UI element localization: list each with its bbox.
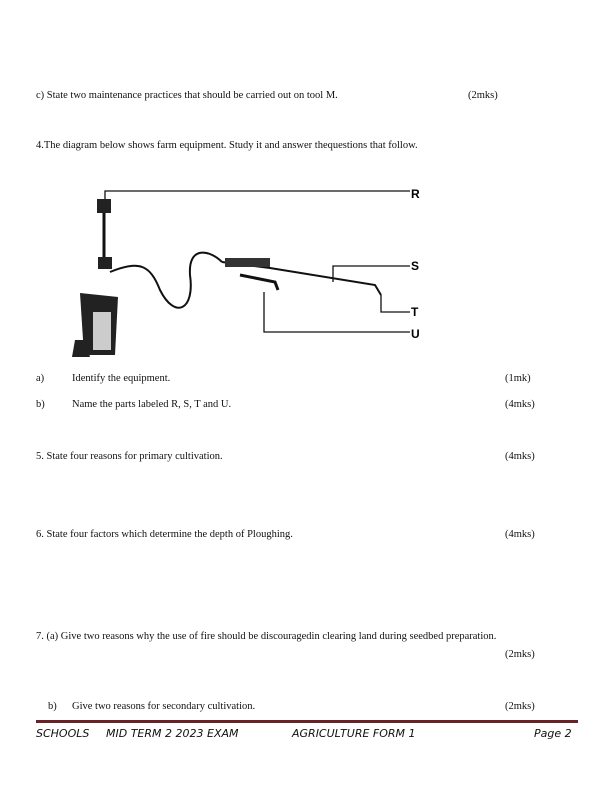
question-4a: Identify the equipment. xyxy=(72,373,171,384)
question-6: 6. State four factors which determine the depth of Ploughing. xyxy=(36,529,293,540)
question-7b-label: b) xyxy=(48,701,57,712)
leader-r xyxy=(105,191,410,200)
question-4b-marks: (4mks) xyxy=(505,399,535,410)
footer-rule xyxy=(36,720,578,723)
footer-school: SCHOOLS xyxy=(36,727,90,740)
pump-handle xyxy=(97,199,111,213)
question-5: 5. State four reasons for primary cultivation. xyxy=(36,451,223,462)
question-7a-marks: (2mks) xyxy=(505,649,535,660)
question-5-marks: (4mks) xyxy=(505,451,535,462)
question-4b: Name the parts labeled R, S, T and U. xyxy=(72,399,232,410)
label-u: U xyxy=(411,327,420,341)
question-6-marks: (4mks) xyxy=(505,529,535,540)
leader-t xyxy=(381,295,410,312)
question-7b: Give two reasons for secondary cultivation. xyxy=(72,701,256,712)
footer-page: Page 2 xyxy=(534,727,572,740)
question-7a: 7. (a) Give two reasons why the use of fire should be discouragedin clearing land during seedbed preparation. xyxy=(36,631,497,642)
lance-grip xyxy=(225,258,270,267)
footer-subject: AGRICULTURE FORM 1 xyxy=(292,727,416,740)
question-3c-marks: (2mks) xyxy=(468,90,498,101)
question-3c: c) State two maintenance practices that should be carried out on tool M. xyxy=(36,90,338,101)
hose xyxy=(110,253,222,308)
question-4a-label: a) xyxy=(36,373,45,384)
trigger xyxy=(240,275,278,290)
pump-head xyxy=(98,257,112,269)
question-4a-marks: (1mk) xyxy=(505,373,531,384)
footer-exam: MID TERM 2 2023 EXAM xyxy=(106,727,239,740)
label-s: S xyxy=(411,259,420,273)
question-4: 4.The diagram below shows farm equipment. Study it and answer thequestions that follow. xyxy=(36,140,418,151)
label-r: R xyxy=(411,187,420,201)
tank-liquid xyxy=(93,312,111,350)
label-t: T xyxy=(411,305,419,319)
question-7b-marks: (2mks) xyxy=(505,701,535,712)
question-4b-label: b) xyxy=(36,399,45,410)
